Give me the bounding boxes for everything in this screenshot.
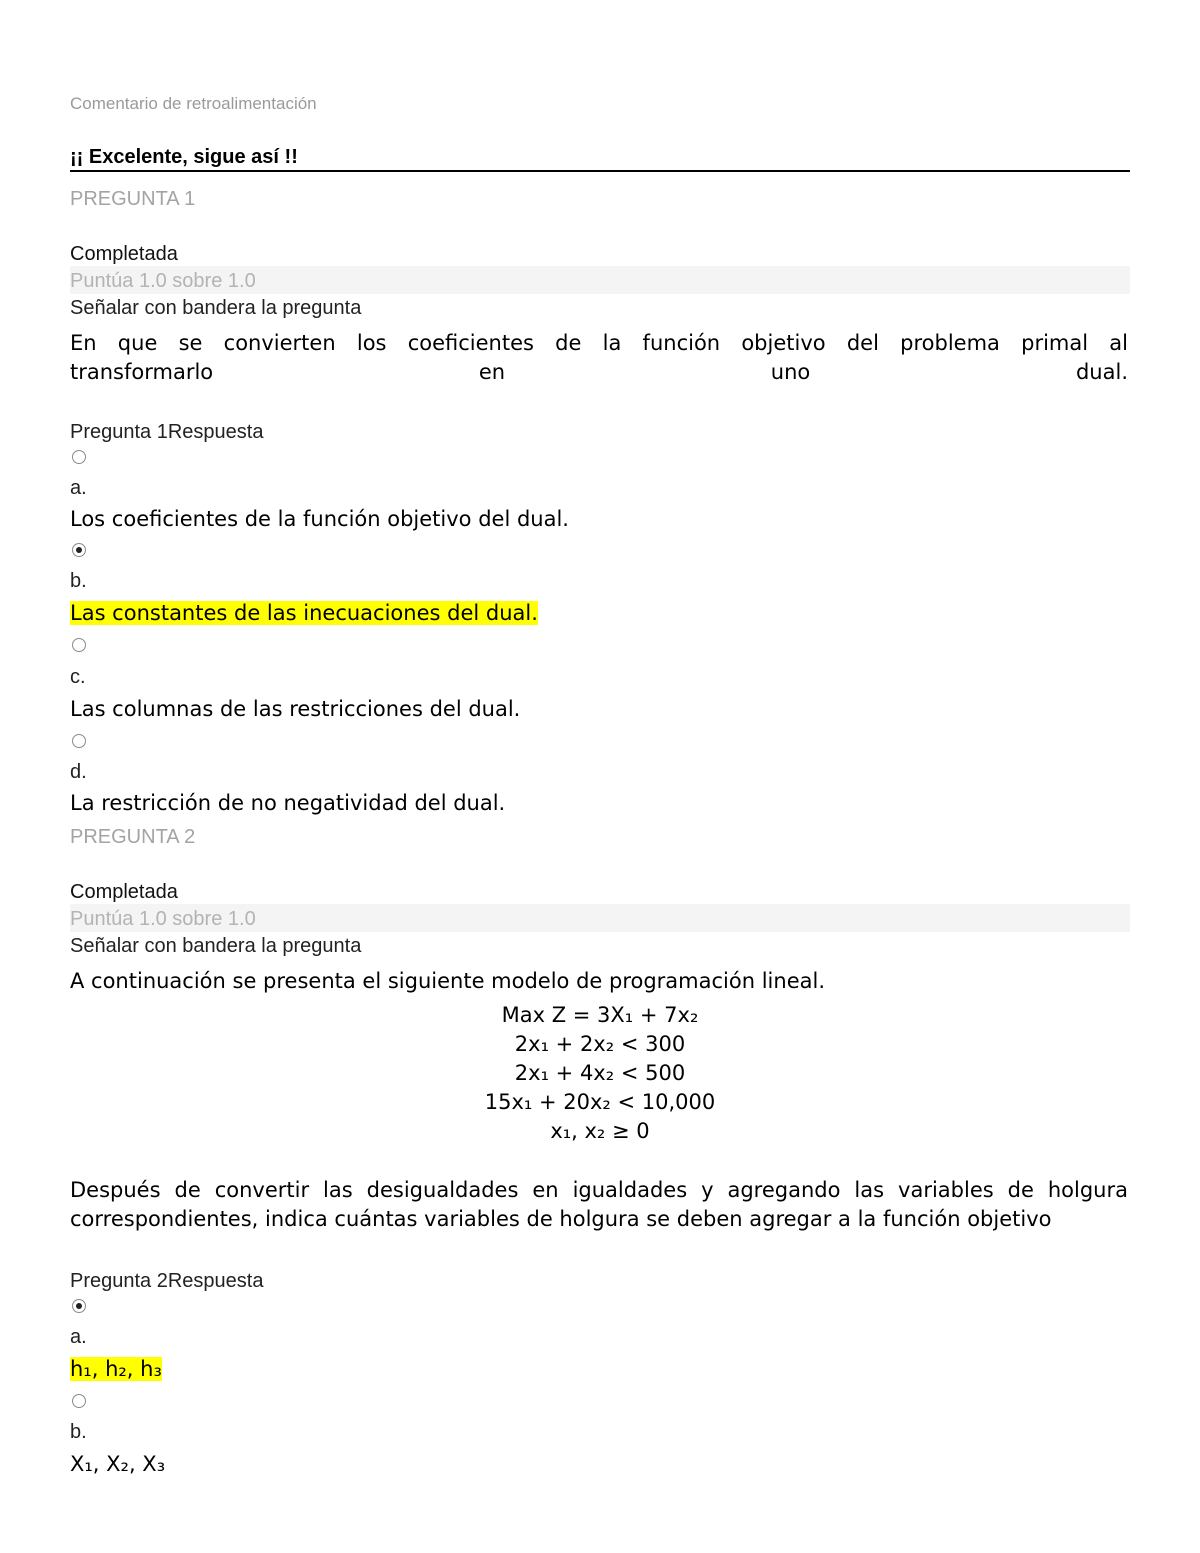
option-a-radio[interactable] xyxy=(72,1299,86,1313)
lp-nonnegativity: x₁, x₂ ≥ 0 xyxy=(550,1119,650,1143)
lp-model xyxy=(0,1001,1200,1146)
option-b-text: X₁, X₂, X₃ xyxy=(70,1452,166,1476)
option-d-letter: d. xyxy=(70,761,87,783)
option-b-radio[interactable] xyxy=(72,543,86,557)
flag-question-link[interactable]: Señalar con bandera la pregunta xyxy=(70,297,362,319)
lp-objective: Max Z = 3X₁ + 7x₂ xyxy=(501,1003,699,1027)
option-a-text: h₁, h₂, h₃ xyxy=(70,1357,162,1381)
question-intro: A continuación se presenta el siguiente modelo de programación lineal. xyxy=(70,969,825,993)
question-number: PREGUNTA 1 xyxy=(70,188,196,210)
option-a-letter: a. xyxy=(70,477,87,499)
feedback-message: ¡¡ Excelente, sigue así !! xyxy=(70,146,298,168)
option-a-radio[interactable] xyxy=(72,450,86,464)
option-d-text: La restricción de no negatividad del dual. xyxy=(70,791,506,815)
option-b-letter: b. xyxy=(70,570,87,592)
question-state: Completada xyxy=(70,881,178,903)
question-text xyxy=(70,329,1128,387)
question-state: Completada xyxy=(70,243,178,265)
lp-constraint: 15x₁ + 20x₂ < 10,000 xyxy=(484,1090,716,1114)
option-c-letter: c. xyxy=(70,666,86,688)
feedback-label: Comentario de retroalimentación xyxy=(70,94,317,113)
lp-constraint: 2x₁ + 2x₂ < 300 xyxy=(514,1032,686,1056)
question-text-line: transformarlo en uno dual. xyxy=(70,360,1128,384)
option-b-letter: b. xyxy=(70,1421,87,1443)
option-c-text: Las columnas de las restricciones del dual. xyxy=(70,697,521,721)
option-c-radio[interactable] xyxy=(72,638,86,652)
lp-constraint: 2x₁ + 4x₂ < 500 xyxy=(514,1061,686,1085)
option-a-text: Los coeficientes de la función objetivo del dual. xyxy=(70,507,569,531)
option-a-letter: a. xyxy=(70,1326,87,1348)
question-grade: Puntúa 1.0 sobre 1.0 xyxy=(70,270,256,292)
option-b-radio[interactable] xyxy=(72,1394,86,1408)
answer-label: Pregunta 1Respuesta xyxy=(70,421,264,443)
question-text: Después de convertir las desigualdades en igualdades y agregando las variables de holgura correspondientes, indica cuántas variables de holgura se deben agregar a la función objetivo xyxy=(70,1178,1128,1231)
question-grade: Puntúa 1.0 sobre 1.0 xyxy=(70,908,256,930)
answer-label: Pregunta 2Respuesta xyxy=(70,1270,264,1292)
question-number: PREGUNTA 2 xyxy=(70,826,196,848)
question-text-line: En que se convierten los coeficientes de la función objetivo del problema primal al xyxy=(70,331,1128,355)
option-b-text: Las constantes de las inecuaciones del dual. xyxy=(70,601,538,625)
divider xyxy=(70,170,1130,172)
option-d-radio[interactable] xyxy=(72,734,86,748)
flag-question-link[interactable]: Señalar con bandera la pregunta xyxy=(70,935,362,957)
